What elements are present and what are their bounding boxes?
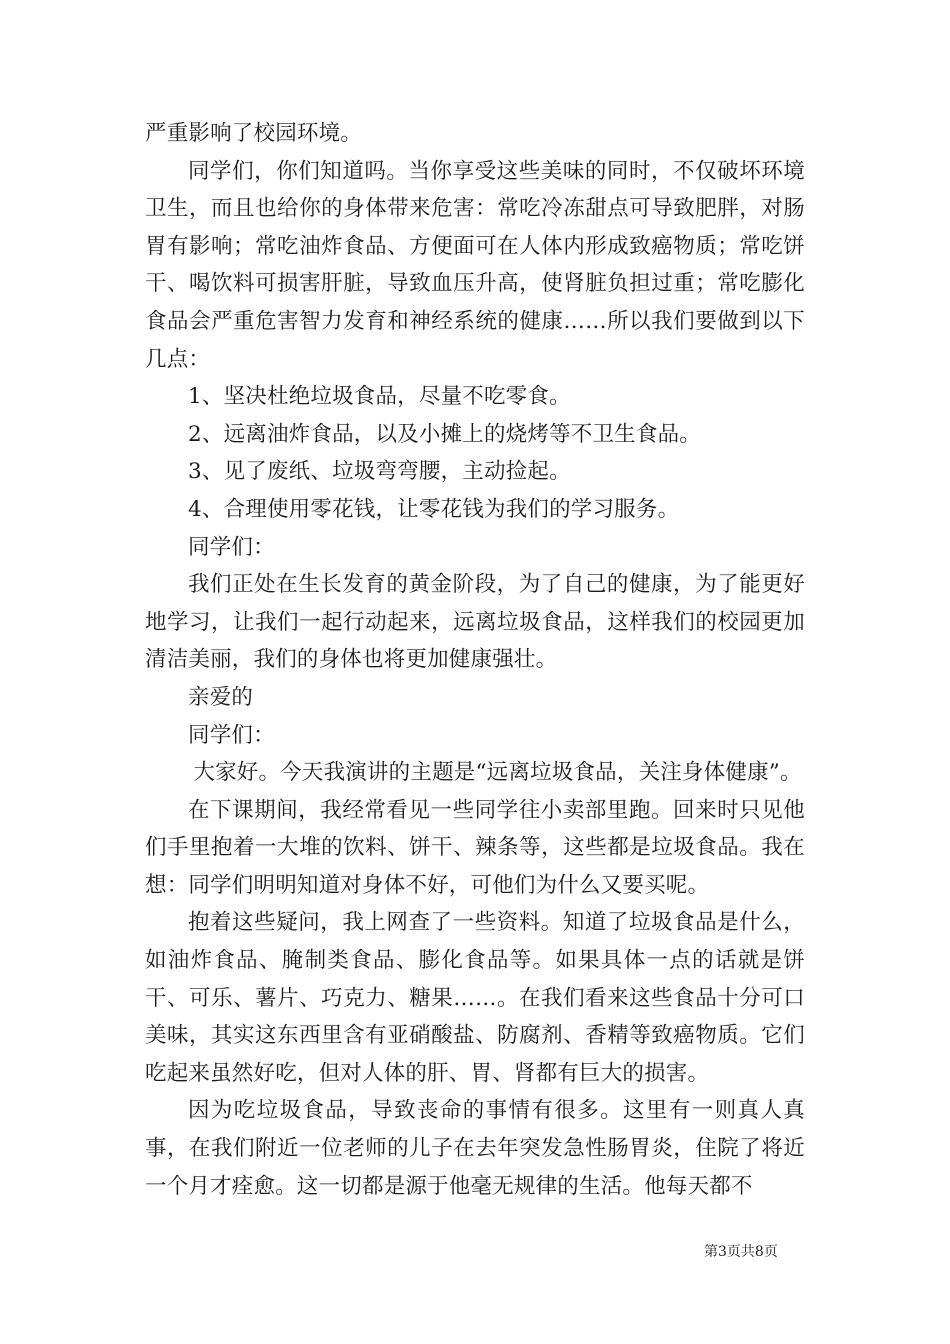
page-number-footer: 第3页共8页 (704, 1244, 778, 1260)
list-item-1: 1、坚决杜绝垃圾食品，尽量不吃零食。 (188, 384, 571, 410)
paragraph-call-to-action: 我们正处在生长发育的黄金阶段，为了自己的健康，为了能更好地学习，让我们一起行动起来，远离垃圾食品，这样我们的校园更加清洁美丽，我们的身体也将更加健康强壮。 (145, 572, 805, 673)
salutation-classmates: 同学们： (188, 722, 275, 748)
paragraph-continuation: 严重影响了校园环境。 (145, 121, 363, 146)
paragraph-observation: 在下课期间，我经常看见一些同学往小卖部里跑。回来时只见他们手里抱着一大堆的饮料、饼干、辣条等，这些都是垃圾食品。我在想：同学们明明知道对身体不好，可他们为什么又要买呢。 (145, 797, 805, 898)
salutation-dear: 亲爱的 (188, 684, 254, 710)
list-item-4: 4、合理使用零花钱，让零花钱为我们的学习服务。 (188, 496, 680, 522)
salutation: 同学们： (188, 534, 275, 560)
list-item-2: 2、远离油炸食品，以及小摊上的烧烤等不卫生食品。 (188, 421, 701, 447)
paragraph-research: 抱着这些疑问，我上网查了一些资料。知道了垃圾食品是什么，如油炸食品、腌制类食品、膨化食品等。如果具体一点的话就是饼干、可乐、薯片、巧克力、糖果……。在我们看来这些食品十分可口美味，其实这东西里含有亚硝酸盐、防腐剂、香精等致癌物质。它们吃起来虽然好吃，但对人体的肝、胃、肾都有巨大的损害。 (145, 910, 805, 1086)
document-body (145, 115, 805, 1205)
paragraph-true-story: 因为吃垃圾食品，导致丧命的事情有很多。这里有一则真人真事，在我们附近一位老师的儿子在去年突发急性肠胃炎，住院了将近一个月才痊愈。这一切都是源于他毫无规律的生活。他每天都不 (145, 1098, 805, 1199)
list-item-3: 3、见了废纸、垃圾弯弯腰，主动捡起。 (188, 459, 571, 485)
paragraph-health-hazards: 同学们，你们知道吗。当你享受这些美味的同时，不仅破坏环境卫生，而且也给你的身体带来危害：常吃冷冻甜点可导致肥胖，对肠胃有影响；常吃油炸食品、方便面可在人体内形成致癌物质；常吃饼干、喝饮料可损害肝脏，导致血压升高，使肾脏负担过重；常吃膨化食品会严重危害智力发育和神经系统的健康……所以我们要做到以下几点： (145, 158, 805, 372)
paragraph-speech-topic: 大家好。今天我演讲的主题是“远离垃圾食品，关注身体健康”。 (193, 760, 802, 786)
